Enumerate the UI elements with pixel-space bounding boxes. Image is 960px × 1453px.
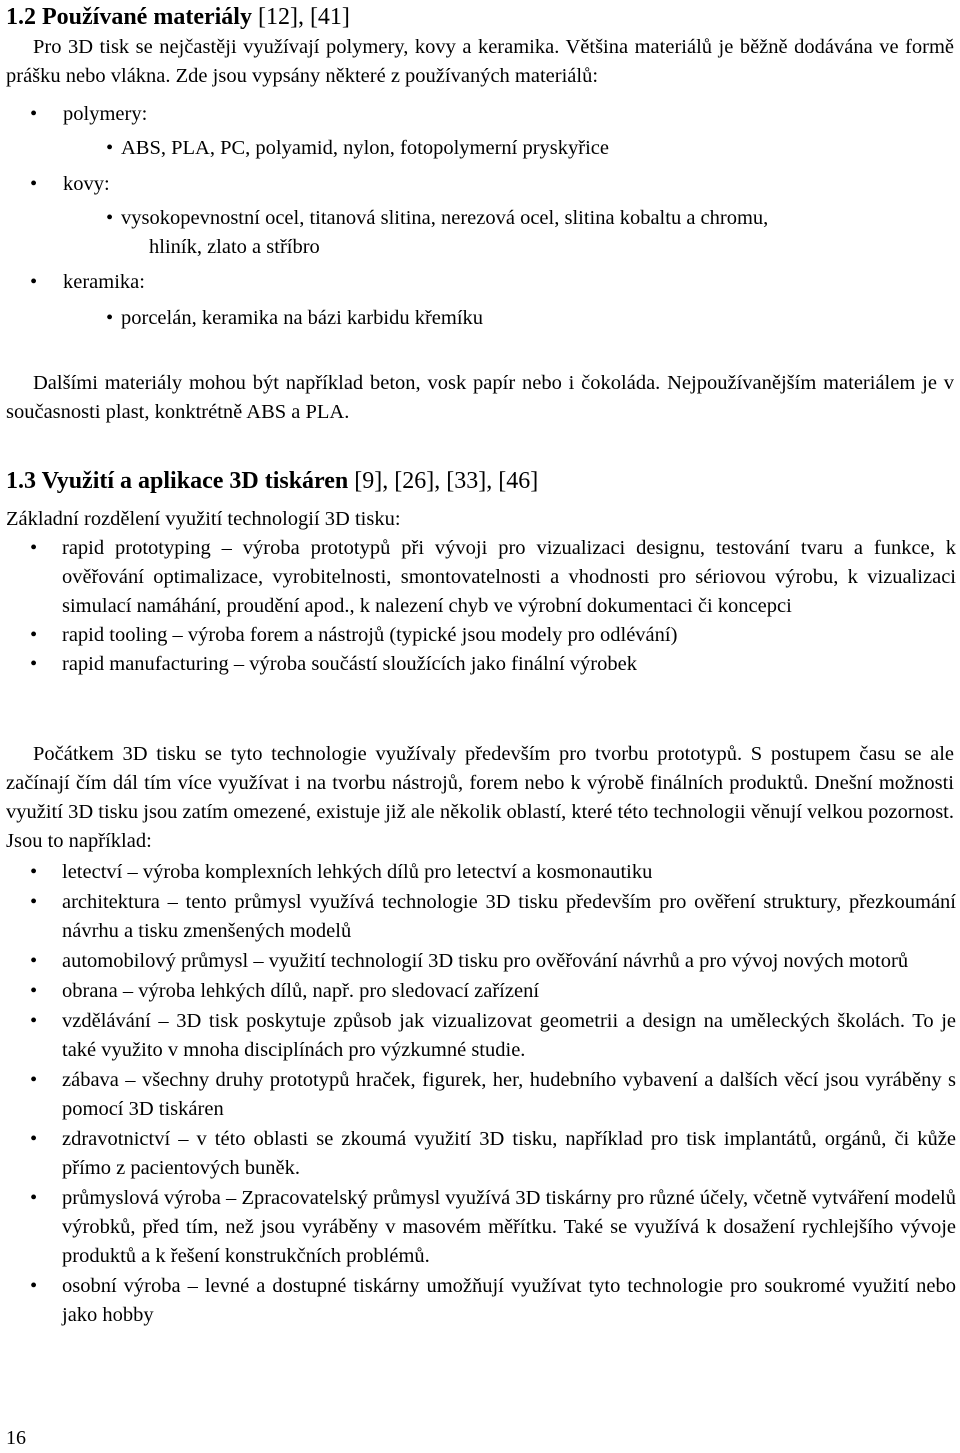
page-number: 16 (6, 1427, 26, 1449)
fields-intro-paragraph: Počátkem 3D tisku se tyto technologie využívaly především pro tvorbu prototypů. S postupem času se ale začínají čím dál tím více využívat i na tvorbu nástrojů, forem nebo k výrobě finálních produktů. Dnešní možnosti využití 3D tisku jsou zatím omezené, existuje již ale několik oblastí, které této technologii věnují velkou pozornost. Jsou to například: (6, 743, 954, 852)
list-item: • obrana – výroba lehkých dílů, např. pro sledovací zařízení (6, 977, 956, 1006)
materials-outro-paragraph: Dalšími materiály mohou být například beton, vosk papír nebo i čokoláda. Nejpoužívanějším materiálem je v současnosti plast, konktrétně ABS a PLA. (6, 372, 954, 423)
bullet-icon: • (30, 950, 38, 972)
section-heading-1-2 (6, 2, 350, 32)
bullet-icon: • (106, 307, 114, 329)
section-number: 1.2 (6, 4, 36, 30)
list-item: • rapid prototyping – výroba prototypů při vývoji pro vizualizaci designu, testování tvaru a funkce, k ověřování optimalizace, vyrobitelnosti, smontovatelnosti a vhodnosti pro sériovou výrobu, k vizualizaci simulací namáhání, proudění apod., k nalezení chyb ve výrobní dokumentaci či koncepci (6, 534, 956, 621)
section-references: [9], [26], [33], [46] (354, 468, 539, 494)
bullet-icon: • (106, 207, 114, 229)
bullet-icon: • (30, 1128, 38, 1150)
bullet-icon: • (30, 624, 38, 646)
section-references: [12], [41] (257, 4, 350, 30)
bullet-icon: • (30, 271, 38, 293)
list-item: • vzdělávání – 3D tisk poskytuje způsob jak vizualizovat geometrii a design na uměleckých školách. To je také využito v mnoha disciplínách pro výzkumné studie. (6, 1007, 956, 1065)
category-items-metals (106, 204, 956, 262)
section-heading-1-3 (6, 466, 538, 496)
section-title: Používané materiály (42, 4, 252, 30)
category-items-polymers (106, 134, 956, 163)
category-label: polymery: (63, 103, 148, 125)
list-item: • automobilový průmysl – využití technologií 3D tisku pro ověřování návrhů a pro vývoj nových motorů (6, 947, 956, 976)
bullet-icon: • (30, 980, 38, 1002)
bullet-icon: • (106, 137, 114, 159)
bullet-icon: • (30, 1010, 38, 1032)
list-item: • letectví – výroba komplexních lehkých dílů pro letectví a kosmonautiku (6, 858, 956, 887)
section-title: Využití a aplikace 3D tiskáren (41, 468, 349, 494)
list-item: • průmyslová výroba – Zpracovatelský průmysl využívá 3D tiskárny pro různé účely, včetně vytváření modelů výrobků, před tím, než jsou vyráběny v masovém měřítku. Také se využívá k dosažení rychlejšího vývoje produktů a k řešení konstrukčních problémů. (6, 1184, 956, 1271)
bullet-icon: • (30, 537, 38, 559)
list-item: • architektura – tento průmysl využívá technologie 3D tisku především pro ověření struktury, přezkoumání návrhu a tisku zmenšených modelů (6, 888, 956, 946)
list-item: • rapid manufacturing – výroba součástí sloužících jako finální výrobek (6, 650, 956, 679)
list-item: • zábava – všechny druhy prototypů hraček, figurek, her, hudebního vybavení a dalších věcí jsou vyráběny s pomocí 3D tiskáren (6, 1066, 956, 1124)
bullet-icon: • (30, 861, 38, 883)
category-label: kovy: (63, 173, 110, 195)
category-items-text: porcelán, keramika na bázi karbidu křemíku (121, 307, 484, 329)
fields-list (6, 858, 956, 1330)
category-items-text: ABS, PLA, PC, polyamid, nylon, fotopolymerní pryskyřice (121, 137, 609, 159)
materials-intro-paragraph: Pro 3D tisk se nejčastěji využívají polymery, kovy a keramika. Většina materiálů je běžně dodávána ve formě prášku nebo vlákna. Zde jsou vypsány některé z používaných materiálů: (6, 36, 954, 87)
category-items-continuation: hliník, zlato a stříbro (149, 236, 320, 258)
uses-intro-paragraph: Základní rozdělení využití technologií 3D tisku: (6, 508, 401, 530)
list-item: • zdravotnictví – v této oblasti se zkoumá využití 3D tisku, například pro tisk implantátů, orgánů, či kůže přímo z pacientových buněk. (6, 1125, 956, 1183)
bullet-icon: • (30, 891, 38, 913)
uses-list (6, 534, 956, 679)
list-item: • rapid tooling – výroba forem a nástrojů (typické jsou modely pro odlévání) (6, 621, 956, 650)
bullet-icon: • (30, 173, 38, 195)
list-item: • osobní výroba – levné a dostupné tiskárny umožňují využívat tyto technologie pro soukromé využití nebo jako hobby (6, 1272, 956, 1330)
bullet-icon: • (30, 1187, 38, 1209)
category-label: keramika: (63, 271, 145, 293)
bullet-icon: • (30, 1275, 38, 1297)
bullet-icon: • (30, 653, 38, 675)
bullet-icon: • (30, 103, 38, 125)
bullet-icon: • (30, 1069, 38, 1091)
category-items-text: vysokopevnostní ocel, titanová slitina, nerezová ocel, slitina kobaltu a chromu, (121, 207, 769, 229)
section-number: 1.3 (6, 468, 36, 494)
category-items-ceramics (106, 304, 956, 333)
